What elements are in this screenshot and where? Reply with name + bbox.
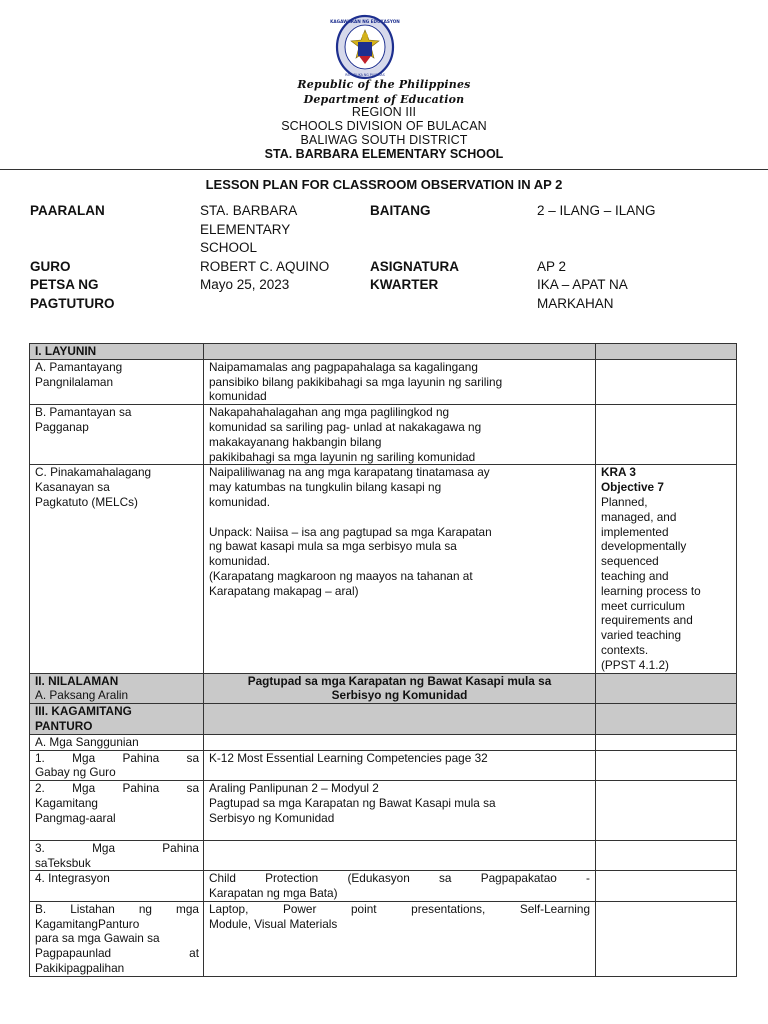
cell-line: pansibiko bilang pakikibahagi sa mga layunin ng sariling	[209, 374, 503, 389]
cell-line: Pagpapaunlad at	[35, 946, 199, 961]
gabay-ng-guro-label	[30, 750, 204, 781]
melcs-label	[30, 465, 204, 673]
baitang-label: BAITANG	[370, 203, 431, 218]
cell-line: Unpack: Naiisa – isa ang pagtupad sa mga Karapatan	[209, 524, 492, 539]
document-title: LESSON PLAN FOR CLASSROOM OBSERVATION IN AP 2	[205, 177, 563, 192]
lesson-plan-table	[29, 343, 737, 977]
cell-line: Pangnilalaman	[35, 374, 114, 389]
seal-text-top: KAGAWARAN NG EDUKASYON	[330, 19, 400, 24]
cell-line: Pagtupad sa mga Karapatan ng Bawat Kasapi mula sa	[247, 673, 552, 688]
paksang-aralin-content	[204, 673, 596, 704]
cell-line: komunidad.	[209, 554, 270, 569]
table-row	[30, 344, 737, 360]
cell-line: Child Protection (Edukasyon sa Pagpapakatao -	[209, 871, 590, 886]
kagamitang-pangmag-aaral-label	[30, 781, 204, 840]
objective-label: Objective 7	[601, 480, 664, 495]
listahan-label	[30, 901, 204, 976]
nilalaman-header: II. NILALAMAN	[35, 673, 119, 688]
cell-line: learning process to	[601, 583, 701, 598]
pamantayang-pangnilalaman-content	[204, 359, 596, 404]
guro-value: ROBERT C. AQUINO	[200, 259, 330, 274]
kwarter-label: KWARTER	[370, 277, 439, 292]
cell-line: 1. Mga Pahina sa	[35, 750, 199, 765]
cell-line: ng bawat kasapi mula sa mga serbisyo mula sa	[209, 539, 457, 554]
listahan-content	[204, 901, 596, 976]
cell-line: Kasanayan sa	[35, 480, 110, 495]
paaralan-value-line: STA. BARBARA	[200, 203, 298, 218]
cell-line: 2. Mga Pahina sa	[35, 781, 199, 796]
integrasyon-label: 4. Integrasyon	[30, 871, 204, 902]
cell-line: Nakapahahalagahan ang mga paglilingkod ng	[209, 405, 450, 420]
cell-line: varied teaching	[601, 628, 682, 643]
guro-label: GURO	[30, 259, 71, 274]
mga-sanggunian-label: A. Mga Sanggunian	[30, 734, 204, 750]
cell-line: Module, Visual Materials	[209, 916, 338, 931]
melcs-kra-objective	[596, 465, 737, 673]
pamantayan-sa-pagganap-label	[30, 405, 204, 465]
pamantayang-pangnilalaman-label	[30, 359, 204, 404]
cell-line: makakayanang hakbangin bilang	[209, 434, 382, 449]
petsa-label-line: PETSA NG	[30, 277, 99, 292]
cell-line: III. KAGAMITANG	[35, 704, 132, 719]
cell-line: requirements and	[601, 613, 693, 628]
header-district: BALIWAG SOUTH DISTRICT	[300, 133, 468, 147]
cell-line: 3. Mga Pahina	[35, 840, 199, 855]
kagamitang-pangmag-aaral-content	[204, 781, 596, 840]
header-republic: Republic of the Philippines	[297, 78, 471, 91]
cell-line: Pagganap	[35, 419, 89, 434]
cell-line: pakikibahagi sa mga layunin ng sariling komunidad	[209, 449, 476, 464]
cell-line: Pakikipagpalihan	[35, 961, 125, 976]
cell-line: (Karapatang magkaroon ng maayos na tahanan at	[209, 568, 473, 583]
table-row	[30, 840, 737, 871]
cell-line: Pangmag-aaral	[35, 810, 116, 825]
header-division: SCHOOLS DIVISION OF BULACAN	[281, 119, 487, 133]
cell-line: Serbisyo ng Komunidad	[209, 810, 335, 825]
cell-line: komunidad.	[209, 494, 270, 509]
cell-line: Kagamitang	[35, 796, 98, 811]
cell-line: Gabay ng Guro	[35, 765, 116, 780]
table-row	[30, 673, 737, 704]
cell-line: Karapatang makapag – aral)	[209, 583, 359, 598]
table-row	[30, 781, 737, 840]
cell-line: Pagkatuto (MELCs)	[35, 494, 138, 509]
seal-text-bottom: REPUBLIKA NG PILIPINAS	[345, 73, 385, 77]
kwarter-value-line: MARKAHAN	[537, 295, 614, 311]
header-department: Department of Education	[303, 93, 465, 106]
table-row	[30, 704, 737, 735]
paaralan-value-line: ELEMENTARY	[200, 221, 291, 237]
cell-line: B. Listahan ng mga	[35, 901, 199, 916]
cell-line: C. Pinakamahalagang	[35, 465, 152, 480]
cell-line: teaching and	[601, 568, 669, 583]
cell-line: komunidad	[209, 389, 267, 404]
kwarter-value	[537, 276, 628, 313]
asignatura-label: ASIGNATURA	[370, 259, 459, 274]
cell-line: meet curriculum	[601, 598, 685, 613]
layunin-header: I. LAYUNIN	[30, 344, 204, 360]
table-row	[30, 359, 737, 404]
cell-line: komunidad sa sariling pag- unlad at nakakagawa ng	[209, 419, 482, 434]
paksang-aralin-label: A. Paksang Aralin	[35, 688, 129, 703]
kwarter-value-line: IKA – APAT NA	[537, 277, 628, 292]
cell-line: PANTURO	[35, 718, 93, 733]
paaralan-label: PAARALAN	[30, 203, 105, 218]
cell-line: KagamitangPanturo	[35, 916, 140, 931]
table-row	[30, 871, 737, 902]
melcs-content	[204, 465, 596, 673]
kagamitang-panturo-header	[30, 704, 204, 735]
cell-line: developmentally	[601, 539, 687, 554]
header-school: STA. BARBARA ELEMENTARY SCHOOL	[264, 147, 504, 161]
petsa-value: Mayo 25, 2023	[200, 277, 290, 292]
paaralan-value-line: SCHOOL	[200, 240, 258, 255]
cell-line: managed, and	[601, 509, 677, 524]
cell-line: may katumbas na tungkulin bilang kasapi ng	[209, 480, 442, 495]
cell-line: sequenced	[601, 554, 659, 569]
cell-line: Laptop, Power point presentations, Self-Learning	[209, 901, 590, 916]
integrasyon-content	[204, 871, 596, 902]
cell-line: Karapatan ng mga Bata)	[209, 886, 338, 901]
asignatura-value: AP 2	[537, 259, 567, 274]
paaralan-value	[200, 202, 297, 258]
petsa-label	[30, 276, 115, 313]
gabay-ng-guro-content: K-12 Most Essential Learning Competencies page 32	[204, 750, 596, 781]
petsa-label-line: PAGTUTURO	[30, 295, 115, 311]
header-rule	[0, 169, 768, 170]
kra-label: KRA 3	[601, 465, 636, 480]
table-row	[30, 465, 737, 673]
cell-line: saTeksbuk	[35, 855, 91, 870]
teksbuk-label	[30, 840, 204, 871]
cell-line: B. Pamantayan sa	[35, 405, 132, 420]
ppst-label: (PPST 4.1.2)	[601, 657, 669, 672]
table-row	[30, 734, 737, 750]
nilalaman-label	[30, 673, 204, 704]
deped-seal	[324, 14, 406, 80]
header-region: REGION III	[351, 105, 417, 119]
table-row	[30, 901, 737, 976]
cell-line: Planned,	[601, 494, 648, 509]
table-row	[30, 405, 737, 465]
table-row	[30, 750, 737, 781]
pamantayan-sa-pagganap-content	[204, 405, 596, 465]
cell-line: Pagtupad sa mga Karapatan ng Bawat Kasapi mula sa	[209, 796, 496, 811]
cell-line: Naipaliliwanag na ang mga karapatang tinatamasa ay	[209, 465, 490, 480]
cell-line: implemented	[601, 524, 669, 539]
cell-line: contexts.	[601, 642, 649, 657]
cell-line: para sa mga Gawain sa	[35, 931, 160, 946]
cell-line: Serbisyo ng Komunidad	[331, 688, 468, 703]
cell-line: A. Pamantayang	[35, 359, 123, 374]
baitang-value: 2 – ILANG – ILANG	[537, 203, 656, 218]
cell-line: Naipamamalas ang pagpapahalaga sa kagalingang	[209, 359, 478, 374]
cell-line: Araling Panlipunan 2 – Modyul 2	[209, 781, 379, 796]
